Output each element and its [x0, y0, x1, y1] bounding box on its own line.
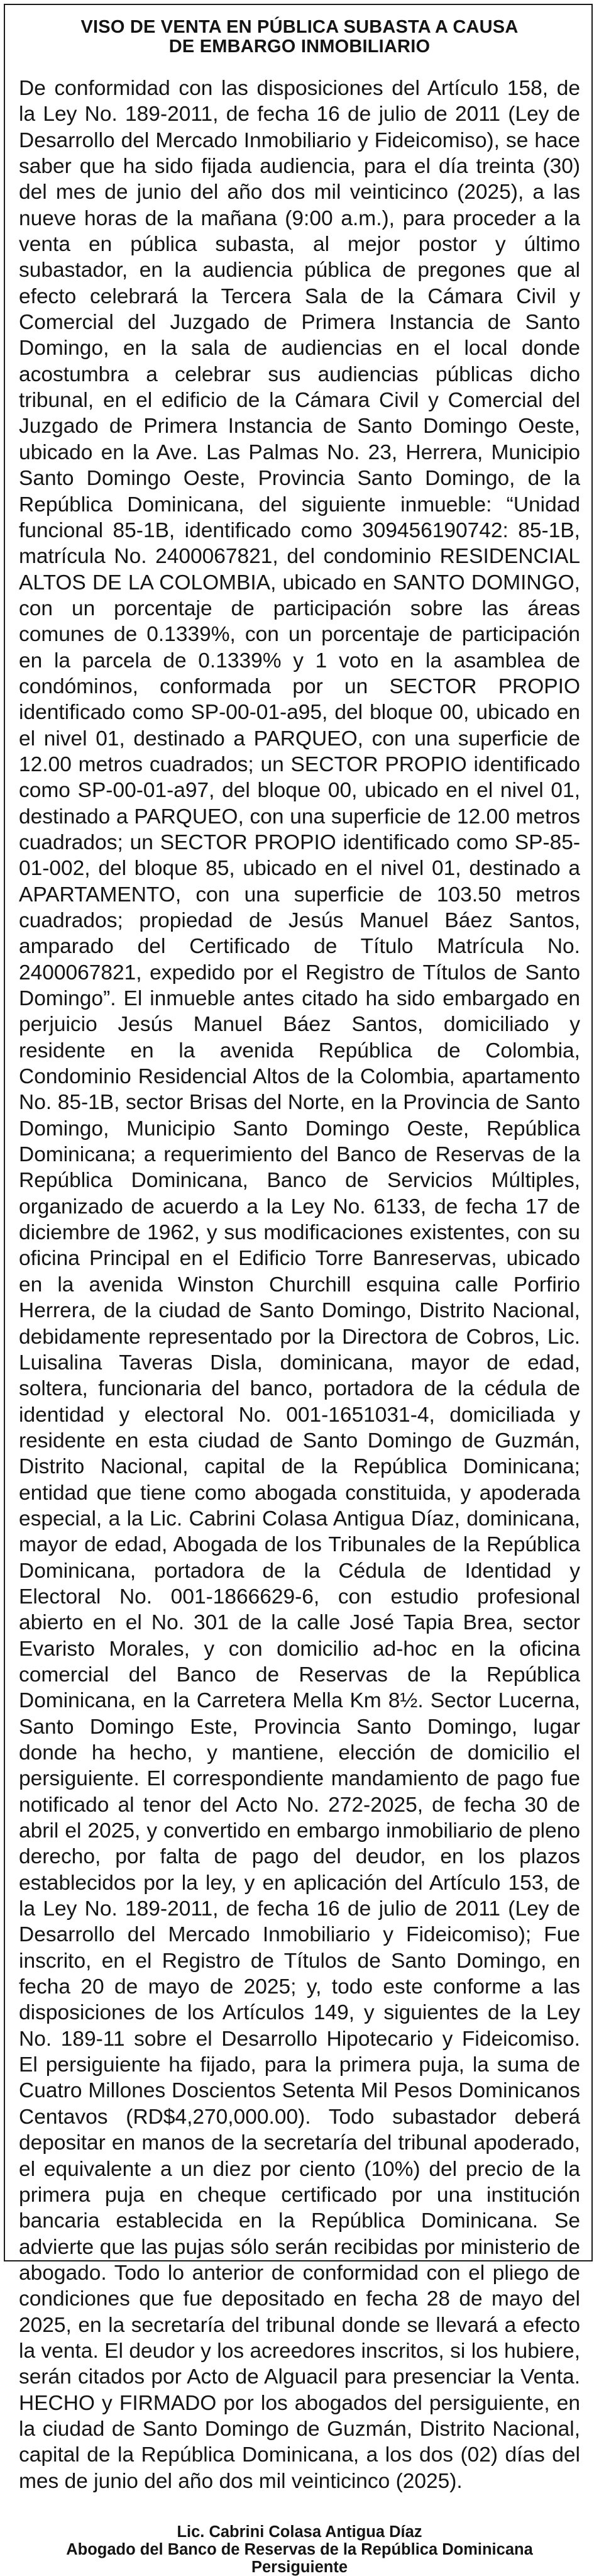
notice-title — [19, 18, 580, 57]
notice-body: De conformidad con las disposiciones del Artículo 158, de la Ley No. 189-2011, de fecha 16 de julio de 2011 (Ley de Desarrollo del Mercado Inmobiliario y Fideicomiso), se hace saber que ha sido fijada audiencia, para el día treinta (30) del mes de junio del año dos mil veinticinco (2025), a las nueve horas de la mañana (9:00 a.m.), para proceder a la venta en pública subasta, al mejor postor y último subastador, en la audiencia pública de pregones que al efecto celebrará la Tercera Sala de la Cámara Civil y Comercial del Juzgado de Primera Instancia de Santo Domingo, en la sala de audiencias en el local donde acostumbra a celebrar sus audiencias públicas dicho tribunal, en el edificio de la Cámara Civil y Comercial del Juzgado de Primera Instancia de Santo Domingo Oeste, ubicado en la Ave. Las Palmas No. 23, Herrera, Municipio Santo Domingo Oeste, Provincia Santo Domingo, de la República Dominicana, del siguiente inmueble: “Unidad funcional 85-1B, identificado como 309456190742: 85-1B, matrícula No. 2400067821, del condominio RESIDENCIAL ALTOS DE LA COLOMBIA, ubicado en SANTO DOMINGO, con un porcentaje de participación sobre las áreas comunes de 0.1339%, con un porcentaje de participación en la parcela de 0.1339% y 1 voto en la asamblea de condóminos, conformada por un SECTOR PROPIO identificado como SP-00-01-a95, del bloque 00, ubicado en el nivel 01, destinado a PARQUEO, con una superficie de 12.00 metros cuadrados; un SECTOR PROPIO identificado como SP-00-01-a97, del bloque 00, ubicado en el nivel 01, destinado a PARQUEO, con una superficie de 12.00 metros cuadrados; un SECTOR PROPIO identificado como SP-85-01-002, del bloque 85, ubicado en el nivel 01, destinado a APARTAMENTO, con una superficie de 103.50 metros cuadrados; propiedad de Jesús Manuel Báez Santos, amparado del Certificado de Título Matrícula No. 2400067821, expedido por el Registro de Títulos de Santo Domingo”. El inmueble antes citado ha sido embargado en perjuicio Jesús Manuel Báez Santos, domiciliado y residente en la avenida República de Colombia, Condominio Residencial Altos de la Colombia, apartamento No. 85-1B, sector Brisas del Norte, en la Provincia de Santo Domingo, Municipio Santo Domingo Oeste, República Dominicana; a requerimiento del Banco de Reservas de la República Dominicana, Banco de Servicios Múltiples, organizado de acuerdo a la Ley No. 6133, de fecha 17 de diciembre de 1962, y sus modificaciones existentes, con su oficina Principal en el Edificio Torre Banreservas, ubicado en la avenida Winston Churchill esquina calle Porfirio Herrera, de la ciudad de Santo Domingo, Distrito Nacional, debidamente representado por la Directora de Cobros, Lic. Luisalina Taveras Disla, dominicana, mayor de edad, soltera, funcionaria del banco, portadora de la cédula de identidad y electoral No. 001-1651031-4, domiciliada y residente en esta ciudad de Santo Domingo de Guzmán, Distrito Nacional, capital de la República Dominicana; entidad que tiene como abogada constituida, y apoderada especial, a la Lic. Cabrini Colasa Antigua Díaz, dominicana, mayor de edad, Abogada de los Tribunales de la República Dominicana, portadora de la Cédula de Identidad y Electoral No. 001-1866629-6, con estudio profesional abierto en el No. 301 de la calle José Tapia Brea, sector Evaristo Morales, y con domicilio ad-hoc en la oficina comercial del Banco de Reservas de la República Dominicana, en la Carretera Mella Km 8½. Sector Lucerna, Santo Domingo Este, Provincia Santo Domingo, lugar donde ha hecho, y mantiene, elección de domicilio el persiguiente. El correspondiente mandamiento de pago fue notificado al tenor del Acto No. 272-2025, de fecha 30 de abril el 2025, y convertido en embargo inmobiliario de pleno derecho, por falta de pago del deudor, en los plazos establecidos por la ley, y en aplicación del Artículo 153, de la Ley No. 189-2011, de fecha 16 de julio de 2011 (Ley de Desarrollo del Mercado Inmobiliario y Fideicomiso); Fue inscrito, en el Registro de Títulos de Santo Domingo, en fecha 20 de mayo de 2025; y, todo este conforme a las disposiciones de los Artículos 149, y siguientes de la Ley No. 189-11 sobre el Desarrollo Hipotecario y Fideicomiso. El persiguiente ha fijado, para la primera puja, la suma de Cuatro Millones Doscientos Setenta Mil Pesos Dominicanos Centavos (RD$4,270,000.00). Todo subastador deberá depositar en manos de la secretaría del tribunal apoderado, el equivalente a un diez por ciento (10%) del precio de la primera puja en cheque certificado por una institución bancaria establecida en la República Dominicana. Se advierte que las pujas sólo serán recibidas por ministerio de abogado. Todo lo anterior de conformidad con el pliego de condiciones que fue depositado en fecha 28 de mayo del 2025, en la secretaría del tribunal donde se llevará a efecto la venta. El deudor y los acreedores inscritos, si los hubiere, serán citados por Acto de Alguacil para presenciar la Venta. HECHO y FIRMADO por los abogados del persiguiente, en la ciudad de Santo Domingo de Guzmán, Distrito Nacional, capital de la República Dominicana, a los dos (02) días del mes de junio del año dos mil veinticinco (2025). — [19, 77, 580, 2493]
signature-role: Abogado del Banco de Reservas de la República Dominicana — [66, 2540, 533, 2558]
signature-party: Persiguiente — [251, 2558, 348, 2576]
signature-block — [19, 2523, 580, 2576]
signature-name: Lic. Cabrini Colasa Antigua Díaz — [177, 2523, 422, 2541]
notice-title-line-1: VISO DE VENTA EN PÚBLICA SUBASTA A CAUSA — [80, 17, 519, 37]
notice-title-line-2: DE EMBARGO INMOBILIARIO — [168, 36, 431, 57]
